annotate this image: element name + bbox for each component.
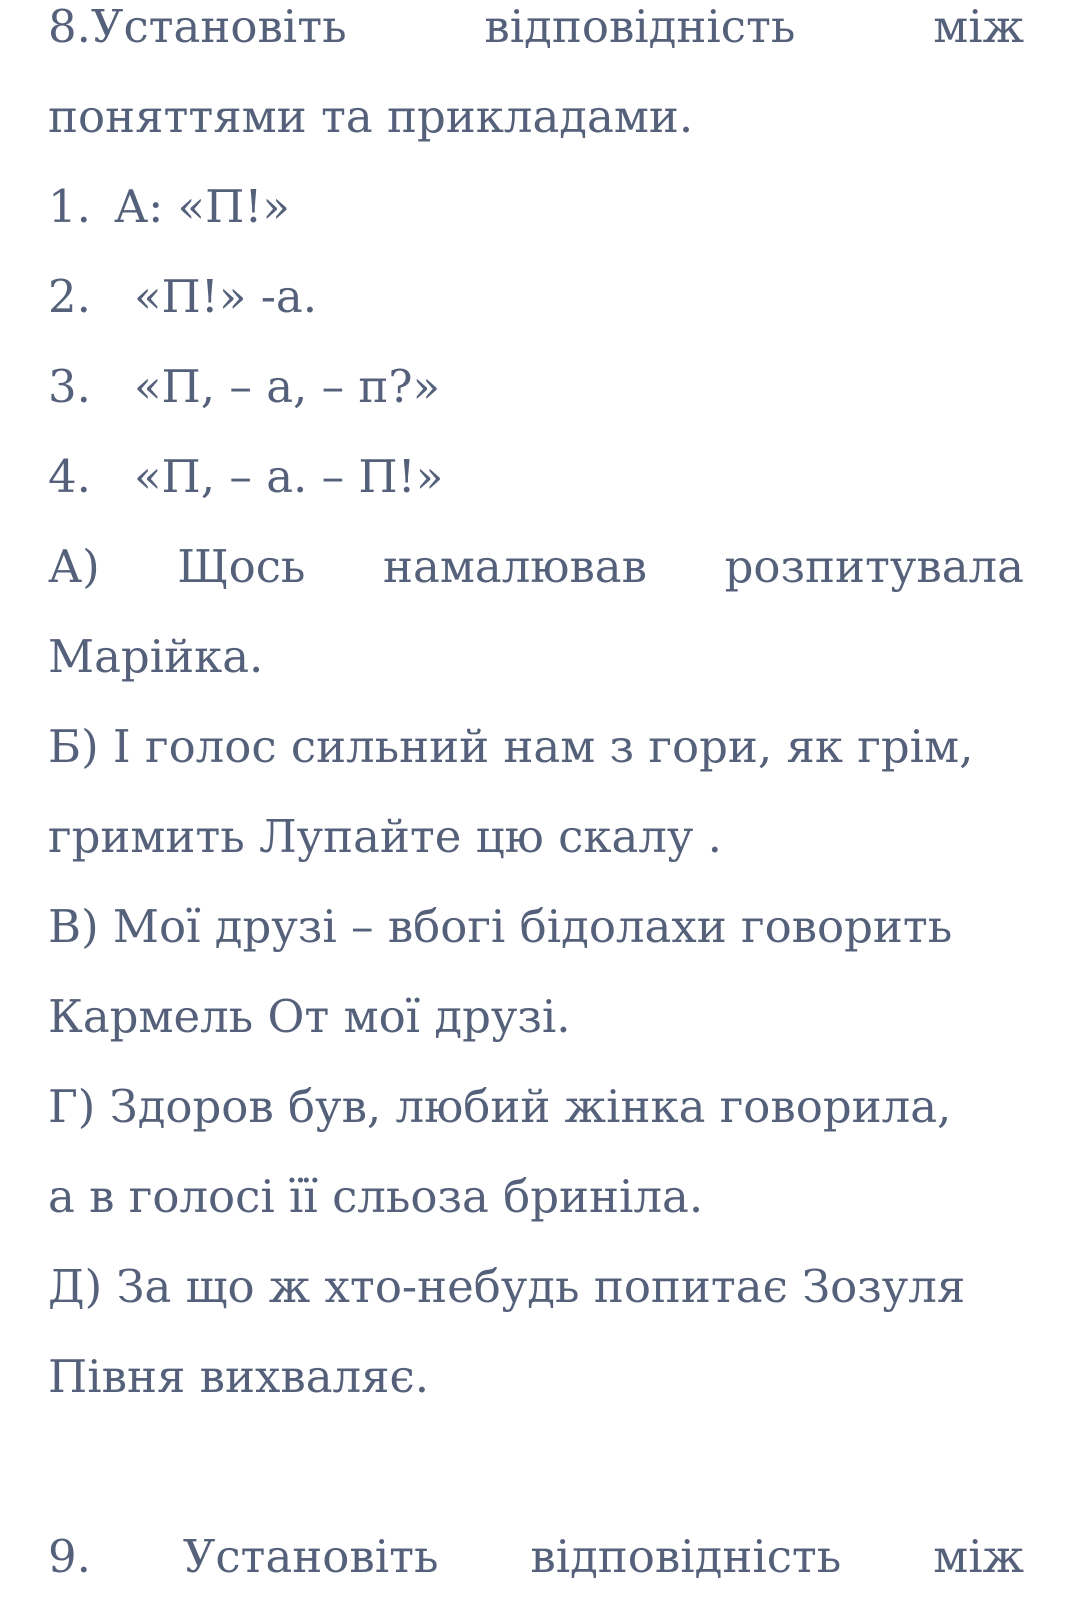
blank-line — [48, 1422, 1024, 1512]
q8-heading-word: між — [933, 0, 1024, 53]
option-g-line1: Г) Здоров був, любий жінка говорила, — [48, 1080, 952, 1133]
list-item — [48, 432, 1024, 522]
q8-heading-line2: поняттями та прикладами. — [48, 90, 694, 143]
list-item — [48, 162, 1024, 252]
list-item-number: 4. — [48, 450, 91, 503]
option-b-line1: Б) І голос сильний нам з гори, як грім, — [48, 720, 974, 773]
list-item-text: «П!» -а. — [134, 270, 318, 323]
q9-heading-line1 — [48, 1512, 1024, 1602]
option-g-line2: а в голосі її сльоза бриніла. — [48, 1170, 704, 1223]
option-d-line2: Півня вихваляє. — [48, 1350, 430, 1403]
q9-heading-word: між — [933, 1530, 1024, 1583]
option-a-word: А) — [48, 540, 100, 593]
q8-heading-line1 — [48, 0, 1024, 72]
option-v-line1: В) Мої друзі – вбогі бідолахи говорить — [48, 900, 953, 953]
list-item — [48, 252, 1024, 342]
option-a-line1 — [48, 522, 1024, 612]
q8-heading-word: 8.Установіть — [48, 0, 347, 53]
list-item-text: «П, – а. – П!» — [134, 450, 444, 503]
list-item — [48, 342, 1024, 432]
list-item-number: 3. — [48, 360, 91, 413]
option-a-word: Щось — [177, 540, 306, 593]
option-b-line2: гримить Лупайте цю скалу . — [48, 810, 722, 863]
q8-heading-word: відповідність — [484, 0, 796, 53]
list-item-number: 1. — [48, 180, 91, 233]
option-a-word: розпитувала — [724, 540, 1024, 593]
list-item-number: 2. — [48, 270, 91, 323]
list-item-text: «П, – а, – п?» — [134, 360, 441, 413]
q9-heading-word: 9. — [48, 1530, 91, 1583]
option-v-line2: Кармель От мої друзі. — [48, 990, 571, 1043]
q9-heading-word: Установіть — [182, 1530, 439, 1583]
option-a-word: намалював — [383, 540, 647, 593]
option-a-line2: Марійка. — [48, 630, 264, 683]
option-d-line1: Д) За що ж хто-небудь попитає Зозуля — [48, 1260, 966, 1313]
q9-heading-word: відповідність — [530, 1530, 842, 1583]
document-page — [48, 0, 1024, 1602]
list-item-text: А: «П!» — [114, 180, 290, 233]
